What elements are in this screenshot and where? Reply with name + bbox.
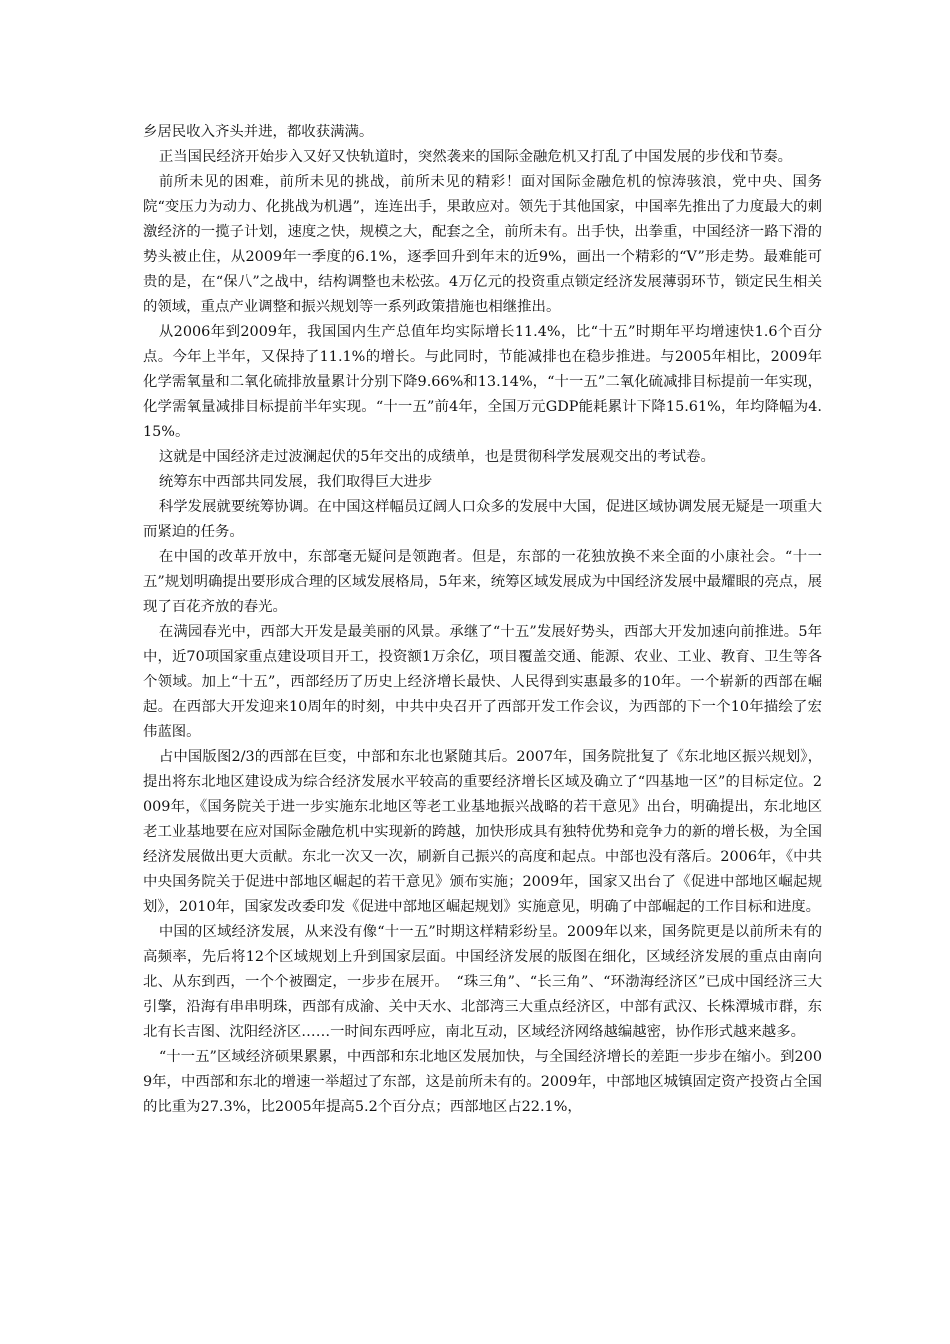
- paragraph: 占中国版图2/3的西部在巨变，中部和东北也紧随其后。2007年，国务院批复了《东北地区振兴规划》，提出将东北地区建设成为综合经济发展水平较高的重要经济增长区域及确立了“四基地一区”的目标定位。2009年，《国务院关于进一步实施东北地区等老工业基地振兴战略的若干意见》出台，明确提出，东北地区老工业基地要在应对国际金融危机中实现新的跨越，加快形成具有独特优势和竞争力的新的增长极，为全国经济发展做出更大贡献。东北一次又一次，刷新自己振兴的高度和起点。中部也没有落后。2006年，《中共中央国务院关于促进中部地区崛起的若干意见》颁布实施；2009年，国家又出台了《促进中部地区崛起规划》，2010年，国家发改委印发《促进中部地区崛起规划》实施意见，明确了中部崛起的工作目标和进度。: [143, 749, 822, 915]
- paragraph: 前所未见的困难，前所未见的挑战，前所未见的精彩！面对国际金融危机的惊涛骇浪，党中央、国务院“变压力为动力、化挑战为机遇”，连连出手，果敢应对。领先于其他国家，中国率先推出了力度最大的刺激经济的一揽子计划，速度之快，规模之大，配套之全，前所未有。出手快，出拳重，中国经济一路下滑的势头被止住，从2009年一季度的6.1%，逐季回升到年末的近9%，画出一个精彩的“V”形走势。最难能可贵的是，在“保八”之战中，结构调整也未松弦。4万亿元的投资重点锁定经济发展薄弱环节，锁定民生相关的领域，重点产业调整和振兴规划等一系列政策措施也相继推出。: [143, 174, 822, 315]
- paragraph: “十一五”区域经济硕果累累，中西部和东北地区发展加快，与全国经济增长的差距一步步在缩小。到2009年，中西部和东北的增速一举超过了东部，这是前所未有的。2009年，中部地区城镇固定资产投资占全国的比重为27.3%，比2005年提高5.2个百分点；西部地区占22.1%，: [143, 1049, 822, 1115]
- paragraph: 在满园春光中，西部大开发是最美丽的风景。承继了“十五”发展好势头，西部大开发加速向前推进。5年中，近70项国家重点建设项目开工，投资额1万余亿，项目覆盖交通、能源、农业、工业、教育、卫生等各个领域。加上“十五”，西部经历了历史上经济增长最快、人民得到实惠最多的10年。一个崭新的西部在崛起。在西部大开发迎来10周年的时刻，中共中央召开了西部开发工作会议，为西部的下一个10年描绘了宏伟蓝图。: [143, 624, 822, 740]
- paragraph: 乡居民收入齐头并进，都收获满满。: [143, 124, 374, 140]
- section-heading: 统筹东中西部共同发展，我们取得巨大进步: [158, 474, 433, 490]
- paragraph: 从2006年到2009年，我国国内生产总值年均实际增长11.4%，比“十五”时期年平均增速快1.6个百分点。今年上半年，又保持了11.1%的增长。与此同时，节能减排也在稳步推进。与2005年相比，2009年化学需氧量和二氧化硫排放量累计分别下降9.66%和13.14%，“十一五”二氧化硫减排目标提前一年实现，化学需氧量减排目标提前半年实现。“十一五”前4年，全国万元GDP能耗累计下降15.61%，年均降幅为4.15%。: [143, 324, 822, 440]
- paragraph: 这就是中国经济走过波澜起伏的5年交出的成绩单，也是贯彻科学发展观交出的考试卷。: [158, 449, 715, 465]
- paragraph: 在中国的改革开放中，东部毫无疑问是领跑者。但是，东部的一花独放换不来全面的小康社会。“十一五”规划明确提出要形成合理的区域发展格局，5年来，统筹区域发展成为中国经济发展中最耀眼的亮点，展现了百花齐放的春光。: [143, 549, 822, 615]
- paragraph: 正当国民经济开始步入又好又快轨道时，突然袭来的国际金融危机又打乱了中国发展的步伐和节奏。: [158, 149, 793, 165]
- paragraph: 中国的区域经济发展，从来没有像“十一五”时期这样精彩纷呈。2009年以来，国务院更是以前所未有的高频率，先后将12个区域规划上升到国家层面。中国经济发展的版图在细化，区域经济发展的重点由南向北、从东到西，一个个被圈定，一步步在展开。 “珠三角”、“长三角”、“环渤海经济区”已成中国经济三大引擎，沿海有串串明珠，西部有成渝、关中天水、北部湾三大重点经济区，中部有武汉、长株潭城市群，东北有长吉图、沈阳经济区……一时间东西呼应，南北互动，区域经济网络越编越密，协作形式越来越多。: [143, 924, 822, 1040]
- paragraph: 科学发展就要统筹协调。在中国这样幅员辽阔人口众多的发展中大国，促进区域协调发展无疑是一项重大而紧迫的任务。: [143, 499, 822, 540]
